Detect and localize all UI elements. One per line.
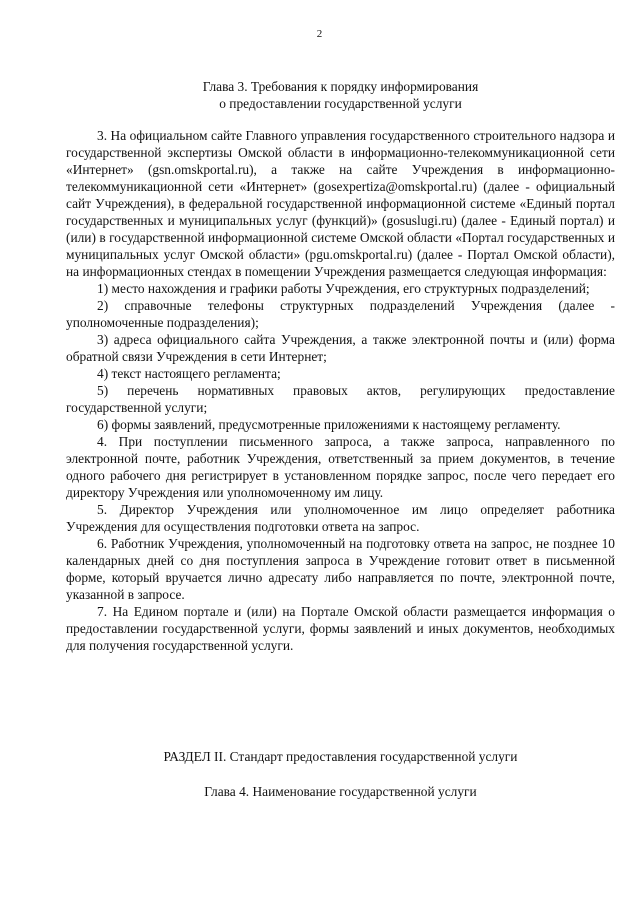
section-2-title: РАЗДЕЛ II. Стандарт предоставления государственной услуги: [163, 749, 518, 764]
page-number: 2: [316, 28, 323, 40]
chapter-3-body: [66, 127, 615, 654]
list-item-2: 2) справочные телефоны структурных подразделений Учреждения (далее - уполномоченные подразделения);: [66, 298, 615, 330]
list-item-4: 4) текст настоящего регламента;: [97, 366, 281, 381]
paragraph-5: 5. Директор Учреждения или уполномоченное им лицо определяет работника Учреждения для осуществления подготовки ответа на запрос.: [66, 502, 615, 534]
chapter-3-heading-line-1: Глава 3. Требования к порядку информирования: [202, 79, 479, 94]
paragraph-7: 7. На Едином портале и (или) на Портале Омской области размещается информация о предоставлении государственной услуги, формы заявлений и иных документов, необходимых для получения государственной услуги.: [66, 604, 615, 653]
chapter-4-heading: [66, 783, 615, 800]
chapter-4-title: Глава 4. Наименование государственной услуги: [204, 784, 477, 799]
list-item-6: 6) формы заявлений, предусмотренные приложениями к настоящему регламенту.: [97, 417, 561, 432]
list-item-3: 3) адреса официального сайта Учреждения, а также электронной почты и (или) форма обратной связи Учреждения в сети Интернет;: [66, 332, 615, 364]
chapter-3-heading-line-2: о предоставлении государственной услуги: [219, 96, 462, 111]
paragraph-3: 3. На официальном сайте Главного управления государственного строительного надзора и государственной экспертизы Омской области в информационно-телекоммуникационной сети «Интернет» (gsn.omskportal.ru), а также на сайте Учреждения в информационно-телекоммуникационной сети «Интернет» (gosexpertiza@omskportal.ru) (далее - официальный сайт Учреждения), в федеральной государственной информационной системе «Единый портал государственных и муниципальных услуг (функций)» (gosuslugi.ru) (далее - Единый портал) и (или) в государственной информационной системе Омской области «Портал государственных и муниципальных услуг Омской области» (pgu.omskportal.ru) (далее - Портал Омской области), на информационных стендах в помещении Учреждения размещается следующая информация:: [66, 128, 615, 279]
paragraph-6: 6. Работник Учреждения, уполномоченный на подготовку ответа на запрос, не позднее 10 календарных дней со дня поступления запроса в Учреждение готовит ответ в письменной форме, который вручается лично адресату либо направляется по почте, электронной почте, указанной в запросе.: [66, 536, 615, 602]
paragraph-4: 4. При поступлении письменного запроса, а также запроса, направленного по электронной почте, работник Учреждения, ответственный за прием документов, в течение одного рабочего дня регистрирует в установленном порядке запрос, после чего передает его директору Учреждения или уполномоченному им лицу.: [66, 434, 615, 500]
chapter-3-heading: [66, 78, 615, 112]
list-item-5: 5) перечень нормативных правовых актов, регулирующих предоставление государственной услуги;: [66, 383, 615, 415]
list-item-1: 1) место нахождения и графики работы Учреждения, его структурных подразделений;: [97, 281, 590, 296]
section-2-heading: [66, 748, 615, 765]
